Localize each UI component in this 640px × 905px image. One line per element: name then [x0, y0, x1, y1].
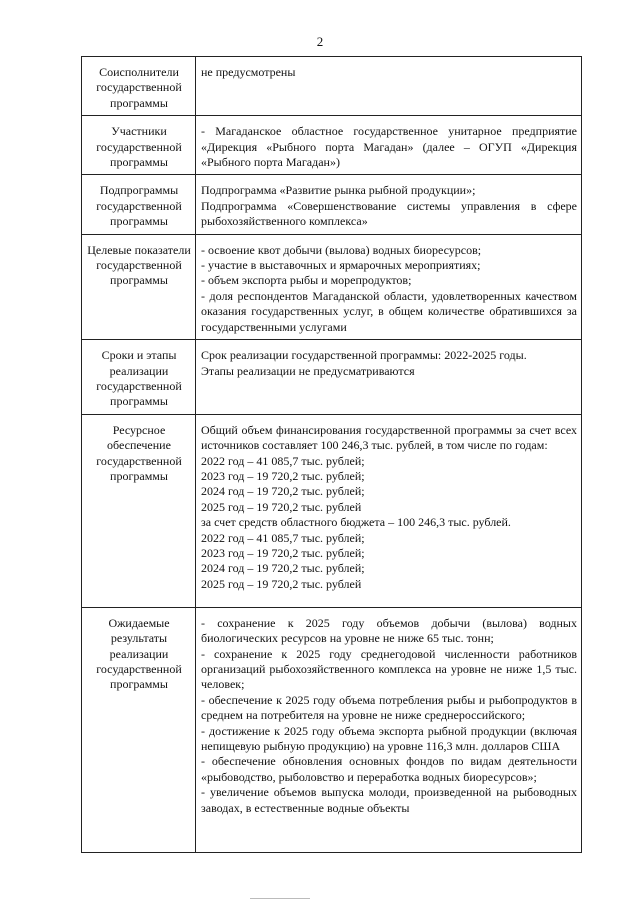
row-label: Сроки и этапы реализации государственной программы [82, 340, 196, 415]
value-line: не предусмотрены [201, 65, 296, 79]
table-row-participants [82, 116, 582, 175]
value-line: Этапы реализации не предусматриваются [201, 363, 415, 378]
value-line: - участие в выставочных и ярмарочных мероприятиях; [201, 258, 481, 273]
row-value [196, 116, 582, 175]
page-number: 2 [316, 34, 324, 49]
value-line: 2025 год – 19 720,2 тыс. рублей [201, 576, 362, 591]
value-line: - обеспечение к 2025 году объема потребления рыбы и рыбопродуктов в среднем на потребителя на уровне не ниже среднероссийского; [201, 692, 577, 723]
value-line: 2023 год – 19 720,2 тыс. рублей; [201, 468, 365, 483]
value-line: - увеличение объемов выпуска молоди, произведенной на рыбоводных заводах, в естественные водные объекты [201, 785, 577, 815]
row-value [196, 234, 582, 339]
value-line: - освоение квот добычи (вылова) водных биоресурсов; [201, 242, 482, 257]
program-passport-table [81, 56, 582, 853]
table-row-coexecutors [82, 57, 582, 116]
value-line: 2022 год – 41 085,7 тыс. рублей; [201, 530, 365, 545]
value-line: за счет средств областного бюджета – 100 246,3 тыс. рублей. [201, 515, 511, 530]
value-line: - Магаданское областное государственное унитарное предприятие «Дирекция «Рыбного порта Магадан» (далее – ОГУП «Дирекция «Рыбного порта Магадан») [201, 124, 577, 170]
value-line: - обеспечение обновления основных фондов по видам деятельности «рыбоводство, рыболовство и переработка водных биоресурсов»; [201, 754, 577, 784]
value-line: 2022 год – 41 085,7 тыс. рублей; [201, 453, 365, 468]
value-line: Общий объем финансирования государственной программы за счет всех источников составляет 100 246,3 тыс. рублей, в том числе по годам: [201, 422, 577, 453]
value-line: Срок реализации государственной программы: 2022-2025 годы. [201, 348, 527, 363]
table-row-subprograms [82, 175, 582, 234]
bottom-scan-mark [250, 898, 310, 899]
value-line: - доля респондентов Магаданской области, удовлетворенных качеством оказания государственных услуг, в общем количестве обратившихся за государственными услугами [201, 288, 577, 334]
value-line: Подпрограмма «Развитие рынка рыбной продукции»; [201, 183, 476, 198]
row-label: Соисполнители государственной программы [82, 57, 196, 116]
row-label: Подпрограммы государственной программы [82, 175, 196, 234]
value-line: 2024 год – 19 720,2 тыс. рублей; [201, 484, 365, 499]
row-value [196, 607, 582, 852]
table-row-resource-provision [82, 414, 582, 607]
row-value [196, 175, 582, 234]
value-line: - сохранение к 2025 году среднегодовой численности работников организаций рыбохозяйственного комплекса на уровне не ниже 1,5 тыс. человек; [201, 646, 577, 692]
table-row-terms-stages [82, 340, 582, 415]
value-line: 2023 год – 19 720,2 тыс. рублей; [201, 545, 365, 560]
table-row-target-indicators [82, 234, 582, 339]
row-label: Целевые показатели государственной программы [82, 234, 196, 339]
row-label: Ожидаемые результаты реализации государственной программы [82, 607, 196, 852]
value-line: 2025 год – 19 720,2 тыс. рублей [201, 499, 362, 514]
value-line: - объем экспорта рыбы и морепродуктов; [201, 273, 412, 288]
value-line: - достижение к 2025 году объема экспорта рыбной продукции (включая непищевую рыбную продукцию) на уровне 116,3 млн. долларов США [201, 723, 577, 753]
row-value [196, 414, 582, 607]
row-value [196, 57, 582, 116]
value-line: - сохранение к 2025 году объемов добычи (вылова) водных биологических ресурсов на уровне не ниже 65 тыс. тонн; [201, 615, 577, 646]
row-label: Ресурсное обеспечение государственной программы [82, 414, 196, 607]
table-row-expected-results [82, 607, 582, 852]
row-value [196, 340, 582, 415]
row-label: Участники государственной программы [82, 116, 196, 175]
value-line: Подпрограмма «Совершенствование системы управления в сфере рыбохозяйственного комплекса» [201, 198, 577, 229]
value-line: 2024 год – 19 720,2 тыс. рублей; [201, 561, 365, 576]
